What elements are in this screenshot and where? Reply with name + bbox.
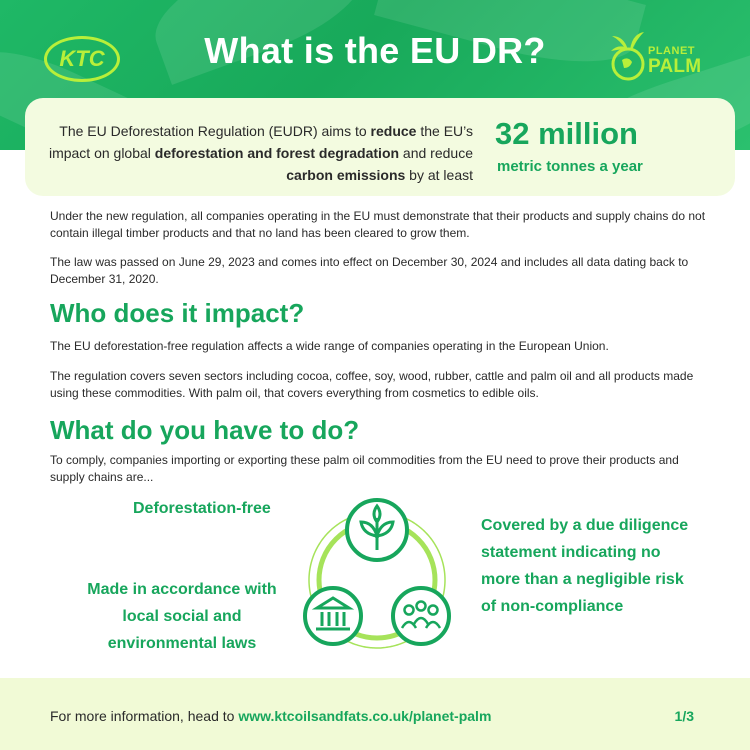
emission-reduction-value: 32 million xyxy=(495,116,638,151)
page-title: What is the EU DR? xyxy=(204,30,546,71)
website-link[interactable]: www.ktcoilsandfats.co.uk/planet-palm xyxy=(238,708,492,724)
impact-paragraph-1: The EU deforestation-free regulation affects a wide range of companies operating in the European Union. xyxy=(50,339,609,353)
todo-paragraph: To comply, companies importing or exporting these palm oil commodities from the EU need to prove their products and supply chains are... xyxy=(50,453,679,484)
page-indicator: 1/3 xyxy=(674,708,694,724)
pillar-due-diligence: Covered by a due diligence statement indicating no more than a negligible risk of non-compliance xyxy=(481,517,689,615)
emission-reduction-unit: metric tonnes a year xyxy=(497,158,643,175)
impact-heading: Who does it impact? xyxy=(50,298,305,328)
intro-paragraph-2: The law was passed on June 29, 2023 and comes into effect on December 30, 2024 and includes all data dating back to December 31, 2020. xyxy=(50,255,689,286)
summary-text: The EU Deforestation Regulation (EUDR) aims to reduce the EU’s impact on global deforestation and forest degradation and reduce carbon emissions by at least xyxy=(48,123,473,183)
planet-palm-logo xyxy=(610,22,710,88)
footer-info: For more information, head to www.ktcoilsandfats.co.uk/planet-palm xyxy=(50,708,492,724)
intro-paragraph-1: Under the new regulation, all companies operating in the EU must demonstrate that their products and supply chains do not contain illegal timber products and that no land has been cleared to grow them. xyxy=(50,209,706,240)
sprout-icon xyxy=(347,500,407,560)
pillar-deforestation-free: Deforestation-free xyxy=(133,500,271,517)
planet-palm-line2: PALM xyxy=(648,56,702,77)
compliance-cycle-graphic xyxy=(297,488,457,658)
summary-card xyxy=(25,98,735,196)
government-building-icon xyxy=(305,588,361,644)
footer-bar xyxy=(0,678,750,750)
todo-heading: What do you have to do? xyxy=(50,415,360,445)
planet-palm-line1: PLANET xyxy=(648,45,695,57)
community-people-icon xyxy=(393,588,449,644)
planet-palm-icon xyxy=(610,30,650,84)
impact-paragraph-2: The regulation covers seven sectors including cocoa, coffee, soy, wood, rubber, cattle and palm oil and all products made using these commodities. With palm oil, that covers everything from cosmetics to edible oils. xyxy=(50,369,694,400)
ktc-logo-text: KTC xyxy=(59,46,105,71)
pillar-local-laws: Made in accordance with local social and environmental laws xyxy=(87,581,277,652)
